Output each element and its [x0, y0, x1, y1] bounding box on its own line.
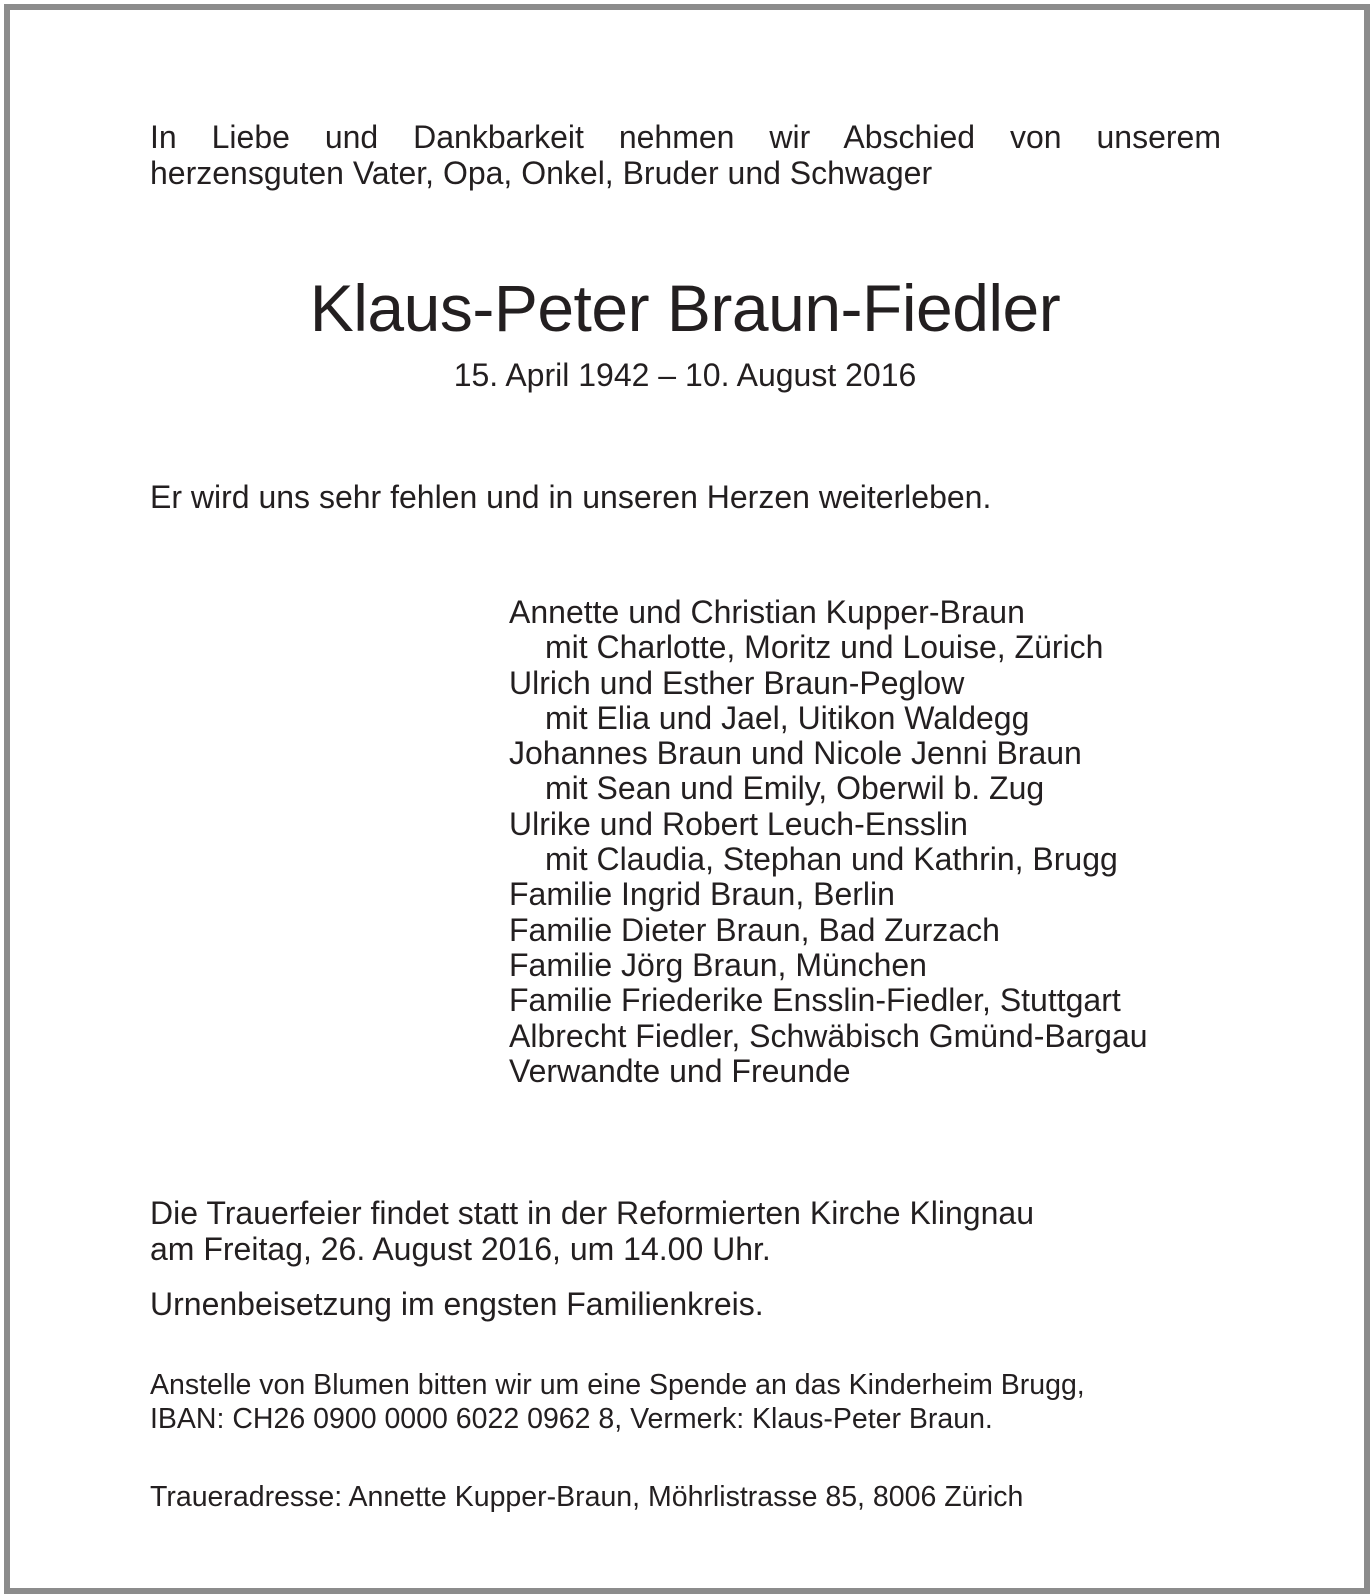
mourner-line: mit Sean und Emily, Oberwil b. Zug: [545, 770, 1045, 807]
ceremony-line-2: am Freitag, 26. August 2016, um 14.00 Uhr.: [150, 1231, 771, 1267]
intro-text: [150, 119, 1221, 191]
mourner-line: Familie Friederike Ensslin-Fiedler, Stuttgart: [509, 982, 1121, 1019]
mourner-line: Johannes Braun und Nicole Jenni Braun: [509, 735, 1082, 772]
mourner-line: mit Claudia, Stephan und Kathrin, Brugg: [545, 841, 1118, 878]
mourner-line: mit Charlotte, Moritz und Louise, Zürich: [545, 629, 1104, 666]
mourner-line: mit Elia und Jael, Uitikon Waldegg: [545, 699, 1030, 736]
ceremony-info: [150, 1195, 1034, 1267]
donation-line-1: Anstelle von Blumen bitten wir um eine Spende an das Kinderheim Brugg,: [150, 1369, 1085, 1401]
urn-burial-note: Urnenbeisetzung im engsten Familienkreis.: [150, 1286, 764, 1322]
mourner-line: Ulrich und Esther Braun-Peglow: [509, 664, 965, 701]
mourner-line: Annette und Christian Kupper-Braun: [509, 594, 1025, 630]
mourners-list: [509, 595, 1148, 1089]
mourner-line: Familie Ingrid Braun, Berlin: [509, 876, 895, 913]
mourning-address: Traueradresse: Annette Kupper-Braun, Möhrlistrasse 85, 8006 Zürich: [150, 1481, 1024, 1513]
donation-info: [150, 1368, 1085, 1436]
mourner-line: Familie Dieter Braun, Bad Zurzach: [509, 911, 1000, 948]
life-dates: 15. April 1942 – 10. August 2016: [453, 357, 917, 393]
remembrance-quote: Er wird uns sehr fehlen und in unseren Herzen weiterleben.: [150, 479, 992, 515]
mourner-line: Albrecht Fiedler, Schwäbisch Gmünd-Bargau: [509, 1017, 1148, 1054]
mourner-line: Verwandte und Freunde: [509, 1052, 851, 1089]
donation-line-2: IBAN: CH26 0900 0000 6022 0962 8, Vermerk: Klaus-Peter Braun.: [150, 1403, 993, 1435]
mourner-line: Familie Jörg Braun, München: [509, 946, 927, 983]
intro-line-2: herzensguten Vater, Opa, Onkel, Bruder und Schwager: [150, 155, 933, 191]
intro-line-1: In Liebe und Dankbarkeit nehmen wir Abschied von unserem: [150, 119, 1221, 155]
deceased-name: Klaus-Peter Braun-Fiedler: [309, 271, 1061, 345]
ceremony-line-1: Die Trauerfeier findet statt in der Reformierten Kirche Klingnau: [150, 1195, 1034, 1231]
mourner-line: Ulrike und Robert Leuch-Ensslin: [509, 805, 968, 842]
